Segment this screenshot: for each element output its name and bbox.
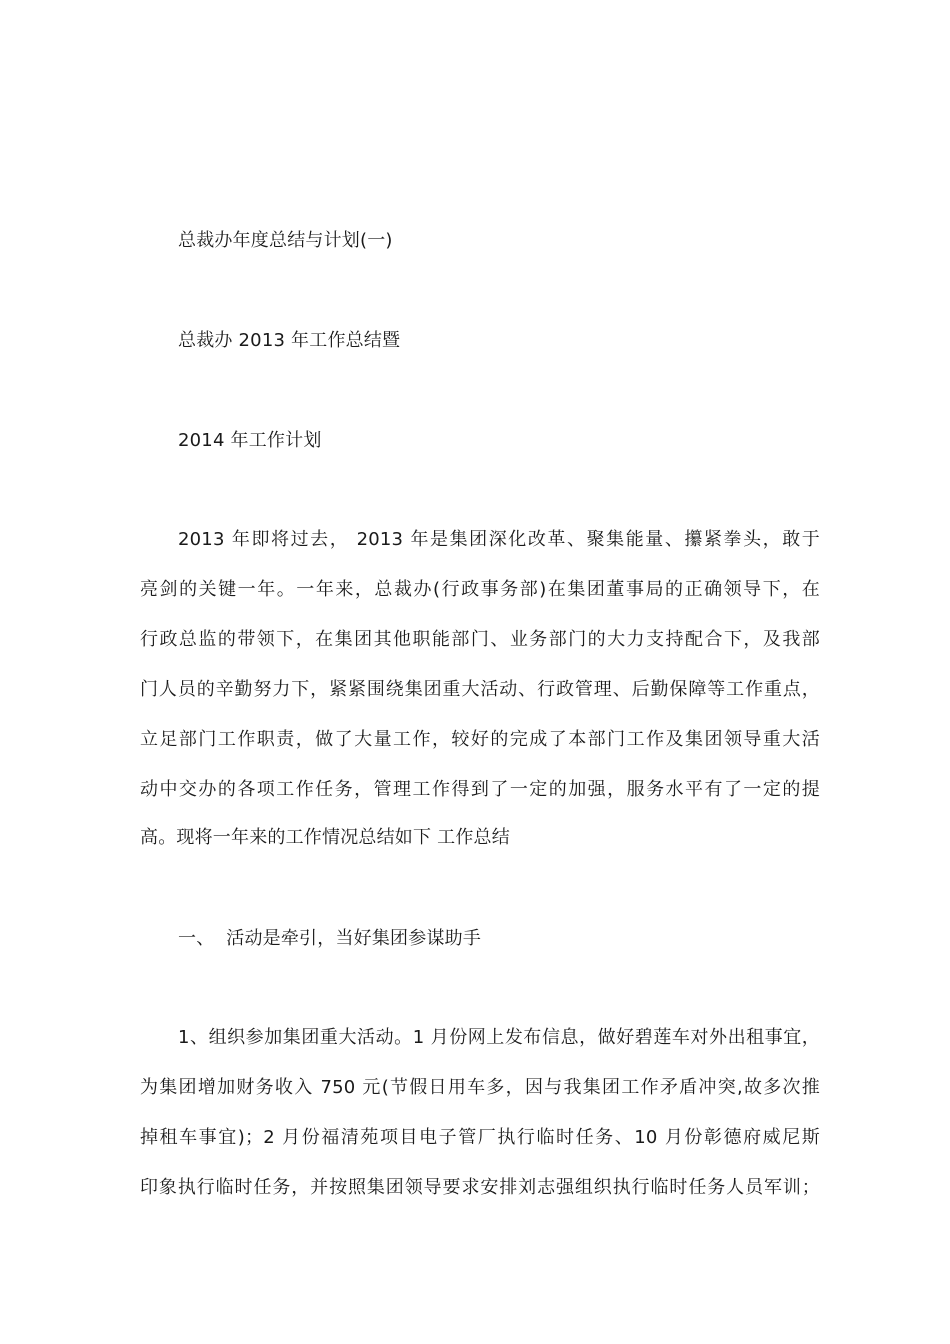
document-title: 总裁办年度总结与计划(一): [178, 230, 393, 251]
intro-paragraph-line: 2013 年即将过去， 2013 年是集团深化改革、聚集能量、攥紧拳头，敢于: [178, 529, 820, 550]
intro-paragraph-line: 动中交办的各项工作任务，管理工作得到了一定的加强，服务水平有了一定的提: [140, 779, 820, 800]
item1-paragraph-line: 为集团增加财务收入 750 元(节假日用车多，因与我集团工作矛盾冲突,故多次推: [140, 1077, 820, 1098]
intro-paragraph-line: 立足部门工作职责，做了大量工作，较好的完成了本部门工作及集团领导重大活: [140, 729, 820, 750]
item1-paragraph-line: 1、组织参加集团重大活动。1 月份网上发布信息，做好碧莲车对外出租事宜，: [178, 1027, 820, 1048]
document-subtitle-line-2: 2014 年工作计划: [178, 430, 322, 451]
document-subtitle-line-1: 总裁办 2013 年工作总结暨: [178, 330, 401, 351]
intro-paragraph-line: 高。现将一年来的工作情况总结如下 工作总结: [140, 827, 510, 848]
intro-paragraph-line: 门人员的辛勤努力下，紧紧围绕集团重大活动、行政管理、后勤保障等工作重点，: [140, 679, 820, 700]
intro-paragraph-line: 亮剑的关键一年。一年来，总裁办(行政事务部)在集团董事局的正确领导下，在: [140, 579, 820, 600]
intro-paragraph-line: 行政总监的带领下，在集团其他职能部门、业务部门的大力支持配合下，及我部: [140, 629, 820, 650]
item1-paragraph-line: 印象执行临时任务，并按照集团领导要求安排刘志强组织执行临时任务人员军训；: [140, 1177, 820, 1198]
section-heading: 一、 活动是牵引，当好集团参谋助手: [178, 928, 482, 949]
item1-paragraph-line: 掉租车事宜)；2 月份福清苑项目电子管厂执行临时任务、10 月份彰德府威尼斯: [140, 1127, 820, 1148]
